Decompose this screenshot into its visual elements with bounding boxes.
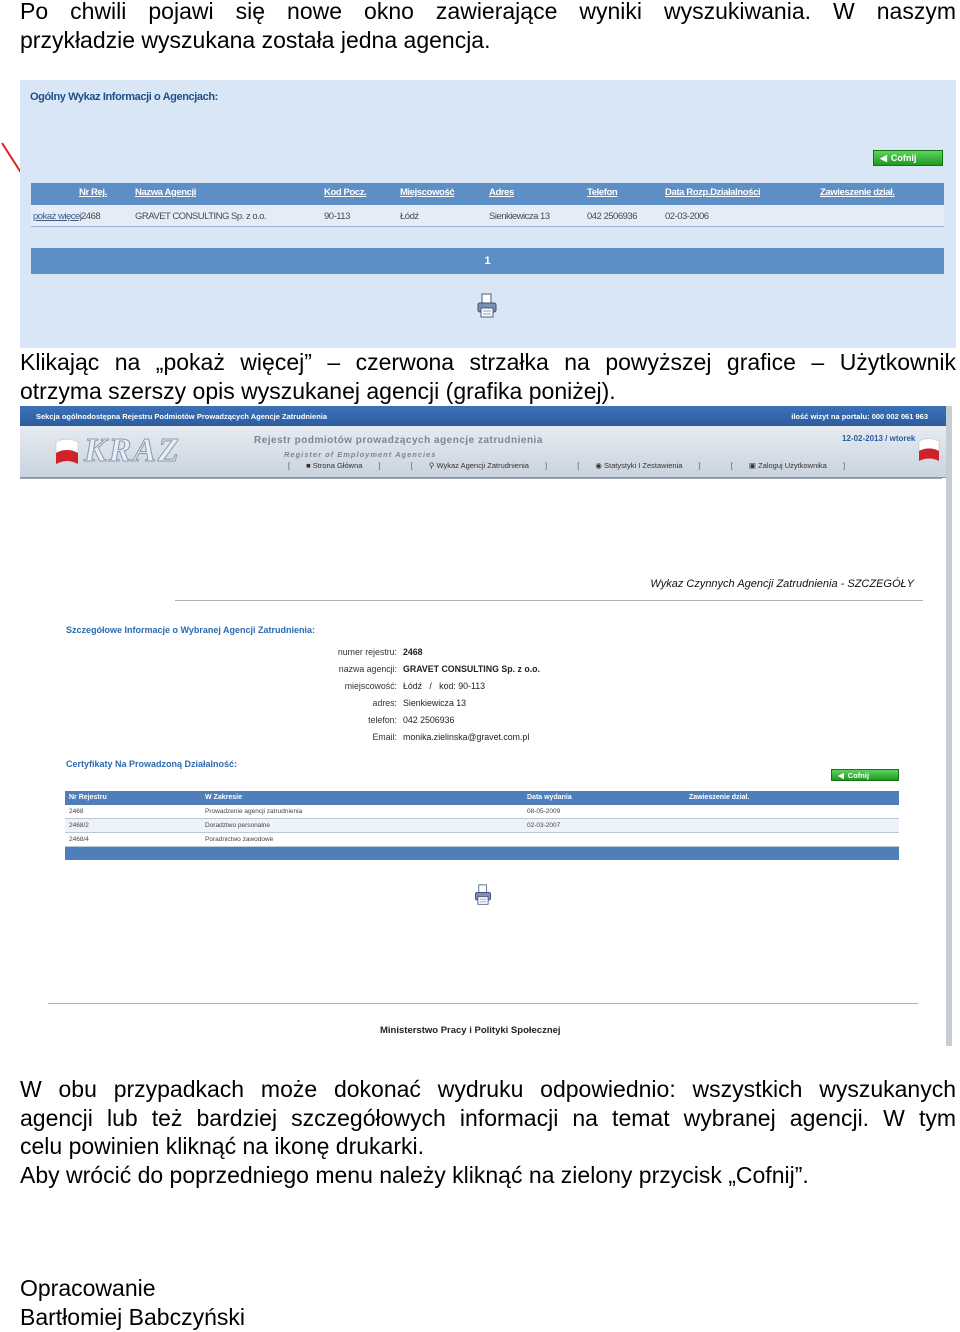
- nav-item-home[interactable]: [ ■ Strona Główna ]: [288, 461, 381, 470]
- text-line: Aby wrócić do poprzedniego menu należy kliknąć na zielony przycisk „Cofnij”.: [20, 1161, 809, 1188]
- table-row: [31, 205, 944, 227]
- column-header: Nr Rejestru: [69, 794, 107, 801]
- cell-nr: 2468: [69, 808, 84, 815]
- arrow-left-icon: ◀: [880, 152, 887, 163]
- polish-flag-icon: [918, 436, 940, 466]
- column-header[interactable]: Telefon: [587, 187, 618, 198]
- column-header: Data wydania: [527, 794, 572, 801]
- results-table: [31, 183, 944, 227]
- certificates-table: [65, 791, 899, 860]
- table-header: [31, 183, 944, 205]
- table-row: [65, 833, 899, 847]
- printer-icon[interactable]: [476, 293, 498, 319]
- detail-value: 2468: [403, 647, 423, 657]
- outro-paragraph: [20, 1075, 956, 1189]
- current-date: 12-02-2013 / wtorek: [842, 434, 916, 443]
- column-header[interactable]: Kod Pocz.: [324, 187, 367, 198]
- cell-nr: 2468/4: [69, 836, 89, 843]
- credit-line: Opracowanie: [20, 1275, 156, 1301]
- detail-label: miejscowość:: [344, 681, 397, 691]
- polish-flag-icon: [54, 436, 80, 470]
- cell-scope: Poradnictwo zawodowe: [205, 836, 274, 843]
- back-button-label: Cofnij: [890, 153, 917, 163]
- visit-counter: ilość wizyt na portalu: 000 002 061 963: [791, 412, 928, 421]
- printer-icon[interactable]: [473, 884, 493, 906]
- cell-name: GRAVET CONSULTING Sp. z o.o.: [135, 211, 267, 222]
- detail-value: Sienkiewicza 13: [403, 698, 467, 708]
- text-line: Po chwili pojawi się nowe okno zawierające wyniki wyszukiwania. W naszym: [20, 0, 956, 24]
- detail-value: GRAVET CONSULTING Sp. z o.o.: [403, 664, 540, 674]
- detail-value: 042 2506936: [403, 715, 455, 725]
- table-footer: [65, 847, 899, 860]
- show-more-link[interactable]: pokaż więcej: [33, 211, 82, 222]
- back-button[interactable]: [873, 150, 943, 166]
- results-title: Ogólny Wykaz Informacji o Agencjach:: [30, 91, 218, 103]
- pagination-bar: [31, 248, 944, 274]
- divider: [48, 1003, 918, 1004]
- nav-item-statistics[interactable]: [ ◉ Statystyki I Zestawienia ]: [577, 461, 701, 470]
- divider: [20, 478, 942, 479]
- detail-value: Łódź / kod: 90-113: [403, 681, 485, 691]
- footer-ministry: Ministerstwo Pracy i Polityki Społecznej: [380, 1025, 561, 1036]
- detail-label: numer rejestru:: [337, 647, 397, 657]
- back-button[interactable]: [831, 769, 899, 781]
- header-banner: [20, 426, 946, 478]
- column-header[interactable]: Miejscowość: [400, 187, 455, 198]
- main-nav: [288, 461, 873, 470]
- cell-city: Łódź: [400, 211, 419, 222]
- text-line: W obu przypadkach może dokonać wydruku odpowiednio: wszystkich wyszukanych: [20, 1076, 956, 1102]
- column-header[interactable]: Data Rozp.Działalności: [665, 187, 761, 198]
- top-bar: [20, 406, 946, 426]
- middle-paragraph: [20, 348, 956, 405]
- cell-scope: Doradztwo personalne: [205, 822, 271, 829]
- search-results-screenshot: [20, 80, 956, 348]
- cell-phone: 042 2506936: [587, 211, 637, 222]
- cell-date: 08-05-2009: [527, 808, 561, 815]
- banner-subtitle: Rejestr podmiotów prowadzących agencje zatrudnienia: [254, 435, 543, 446]
- cell-start-date: 02-03-2006: [665, 211, 709, 222]
- cell-address: Sienkiewicza 13: [489, 211, 550, 222]
- column-header: Zawieszenie dział.: [689, 794, 750, 801]
- text-line: przykładzie wyszukana została jedna agencja.: [20, 26, 491, 53]
- column-header[interactable]: Nazwa Agencji: [135, 187, 196, 198]
- cell-date: 02-03-2007: [527, 822, 561, 829]
- kraz-logo: KRAZ: [84, 432, 181, 469]
- divider: [175, 600, 923, 601]
- column-header: W Zakresie: [205, 794, 242, 801]
- nav-item-agencies[interactable]: [ ⚲ Wykaz Agencji Zatrudnienia ]: [410, 461, 548, 470]
- text-line: Klikając na „pokaż więcej” – czerwona strzałka na powyższej grafice – Użytkownik: [20, 349, 956, 375]
- nav-item-login[interactable]: [ ▣ Zaloguj Użytkownika ]: [730, 461, 846, 470]
- section-label: Sekcja ogólnodostępna Rejestru Podmiotów Prowadzących Agencje Zatrudnienia: [36, 412, 328, 421]
- column-header[interactable]: Adres: [489, 187, 514, 198]
- credit: [20, 1274, 956, 1331]
- banner-subtitle-english: Register of Employment Agencies: [284, 450, 437, 459]
- cell-nr: 2468/2: [69, 822, 89, 829]
- table-row: [65, 805, 899, 819]
- text-line: agencji lub też bardziej szczegółowych informacji na temat wybranej agencji. W tym: [20, 1104, 956, 1131]
- cell-nr: 2468: [81, 211, 101, 222]
- page-number[interactable]: 1: [484, 255, 491, 267]
- detail-label: nazwa agencji:: [338, 664, 397, 674]
- detail-label: telefon:: [368, 715, 397, 725]
- section-title-details: Szczegółowe Informacje o Wybranej Agencji Zatrudnienia:: [66, 625, 316, 635]
- arrow-left-icon: ◀: [838, 770, 844, 780]
- author-name: Bartłomiej Babczyński: [20, 1303, 245, 1330]
- table-row: [65, 819, 899, 833]
- page-heading: Wykaz Czynnych Agencji Zatrudnienia - SZCZEGÓŁY: [650, 578, 914, 590]
- table-header: [65, 791, 899, 805]
- detail-label: adres:: [372, 698, 397, 708]
- email-link[interactable]: monika.zielinska@gravet.com.pl: [403, 732, 530, 742]
- column-header[interactable]: Nr Rej.: [79, 187, 107, 198]
- cell-scope: Prowadzenie agencji zatrudnienia: [205, 808, 303, 815]
- intro-paragraph: [20, 0, 956, 54]
- section-title-certificates: Certyfikaty Na Prowadzoną Działalność:: [66, 759, 238, 769]
- text-line: otrzyma szerszy opis wyszukanej agencji (grafika poniżej).: [20, 377, 616, 404]
- text-line: celu powinien kliknąć na ikonę drukarki.: [20, 1133, 424, 1159]
- cell-postal: 90-113: [324, 211, 350, 222]
- agency-details-screenshot: [20, 406, 952, 1046]
- detail-label: Email:: [372, 732, 397, 742]
- back-button-label: Cofnij: [847, 770, 870, 780]
- column-header[interactable]: Zawieszenie dział.: [820, 187, 895, 198]
